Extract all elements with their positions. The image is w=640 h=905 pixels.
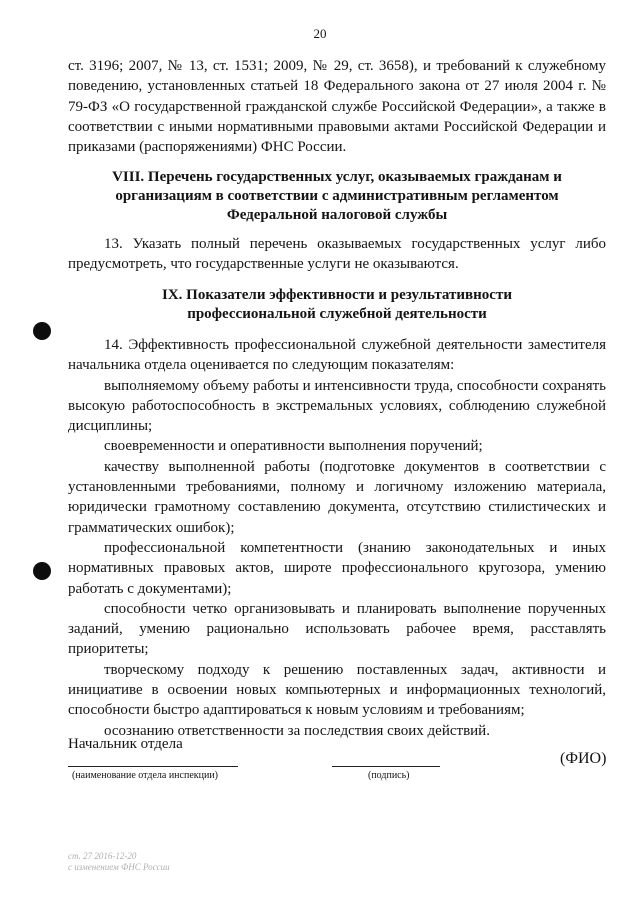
section-8-heading xyxy=(68,168,606,225)
punch-hole-top xyxy=(33,322,51,340)
punch-hole-bottom xyxy=(33,562,51,580)
dept-caption: (наименование отдела инспекции) xyxy=(72,770,218,781)
criterion-item: профессиональной компетентности (знанию законодательных и иных нормативных правовых актов, широте профессионального кругозора, умению работать с документами); xyxy=(68,539,606,597)
intro-paragraph xyxy=(68,56,606,157)
section-9-heading xyxy=(68,286,606,324)
dept-signature-line xyxy=(68,766,238,767)
stamp-line: с изменением ФНС России xyxy=(68,862,170,872)
section-9-title-line-1: IX. Показатели эффективности и результативности xyxy=(162,287,512,303)
section-8-title-line-3: Федеральной налоговой службы xyxy=(226,207,448,223)
criterion-item: способности четко организовывать и планировать выполнение порученных заданий, умению рационально использовать рабочее время, расставлять приоритеты; xyxy=(68,600,606,658)
criterion-item: осознанию ответственности за последствия своих действий. xyxy=(104,722,490,739)
section-8-title-line-1: VIII. Перечень государственных услуг, оказываемых гражданам и xyxy=(112,169,562,185)
section-9-title-line-2: профессиональной служебной деятельности xyxy=(187,306,487,322)
criterion-item: своевременности и оперативности выполнения поручений; xyxy=(104,438,483,455)
criterion-item: выполняемому объему работы и интенсивности труда, способности сохранять высокую работоспособность в экстремальных условиях, соблюдению служебной дисциплины; xyxy=(68,377,606,435)
page-number: 20 xyxy=(313,26,327,41)
section-8-title-line-2: организациям в соответствии с административным регламентом xyxy=(115,188,559,204)
name-label: (ФИО) xyxy=(560,750,607,767)
paragraph-13: 13. Указать полный перечень оказываемых государственных услуг либо предусмотреть, что государственные услуги не оказываются. xyxy=(68,236,606,273)
criterion-item: качеству выполненной работы (подготовке документов в соответствии с установленными требованиями, полному и логичному изложению материала, юридически грамотному составлению документа, отсутствию стилистических и грамматических ошибок); xyxy=(68,458,606,536)
intro-text: ст. 3196; 2007, № 13, ст. 1531; 2009, № 29, ст. 3658), и требований к служебному поведению, установленных статьей 18 Федерального закона от 27 июля 2004 г. № 79-ФЗ «О государственной гражданской службе Российской Федерации», а также в соответствии с иными нормативными правовыми актами Российской Федерации и приказами (распоряжениями) ФНС России. xyxy=(68,58,606,156)
section-8-paragraph xyxy=(68,234,606,275)
signature-line xyxy=(332,766,440,767)
position-label: Начальник отдела xyxy=(68,736,183,752)
sign-caption: (подпись) xyxy=(368,770,410,781)
section-9-body xyxy=(68,335,606,741)
paragraph-14-intro: 14. Эффективность профессиональной служебной деятельности заместителя начальника отдела оценивается по следующим показателям: xyxy=(68,337,606,374)
faint-stamp xyxy=(68,851,170,873)
criterion-item: творческому подходу к решению поставленных задач, активности и инициативе в освоении новых компьютерных и информационных технологий, способности быстро адаптироваться к новым условиям и требованиям; xyxy=(68,661,606,719)
stamp-line: ст. 27 2016-12-20 xyxy=(68,851,137,861)
